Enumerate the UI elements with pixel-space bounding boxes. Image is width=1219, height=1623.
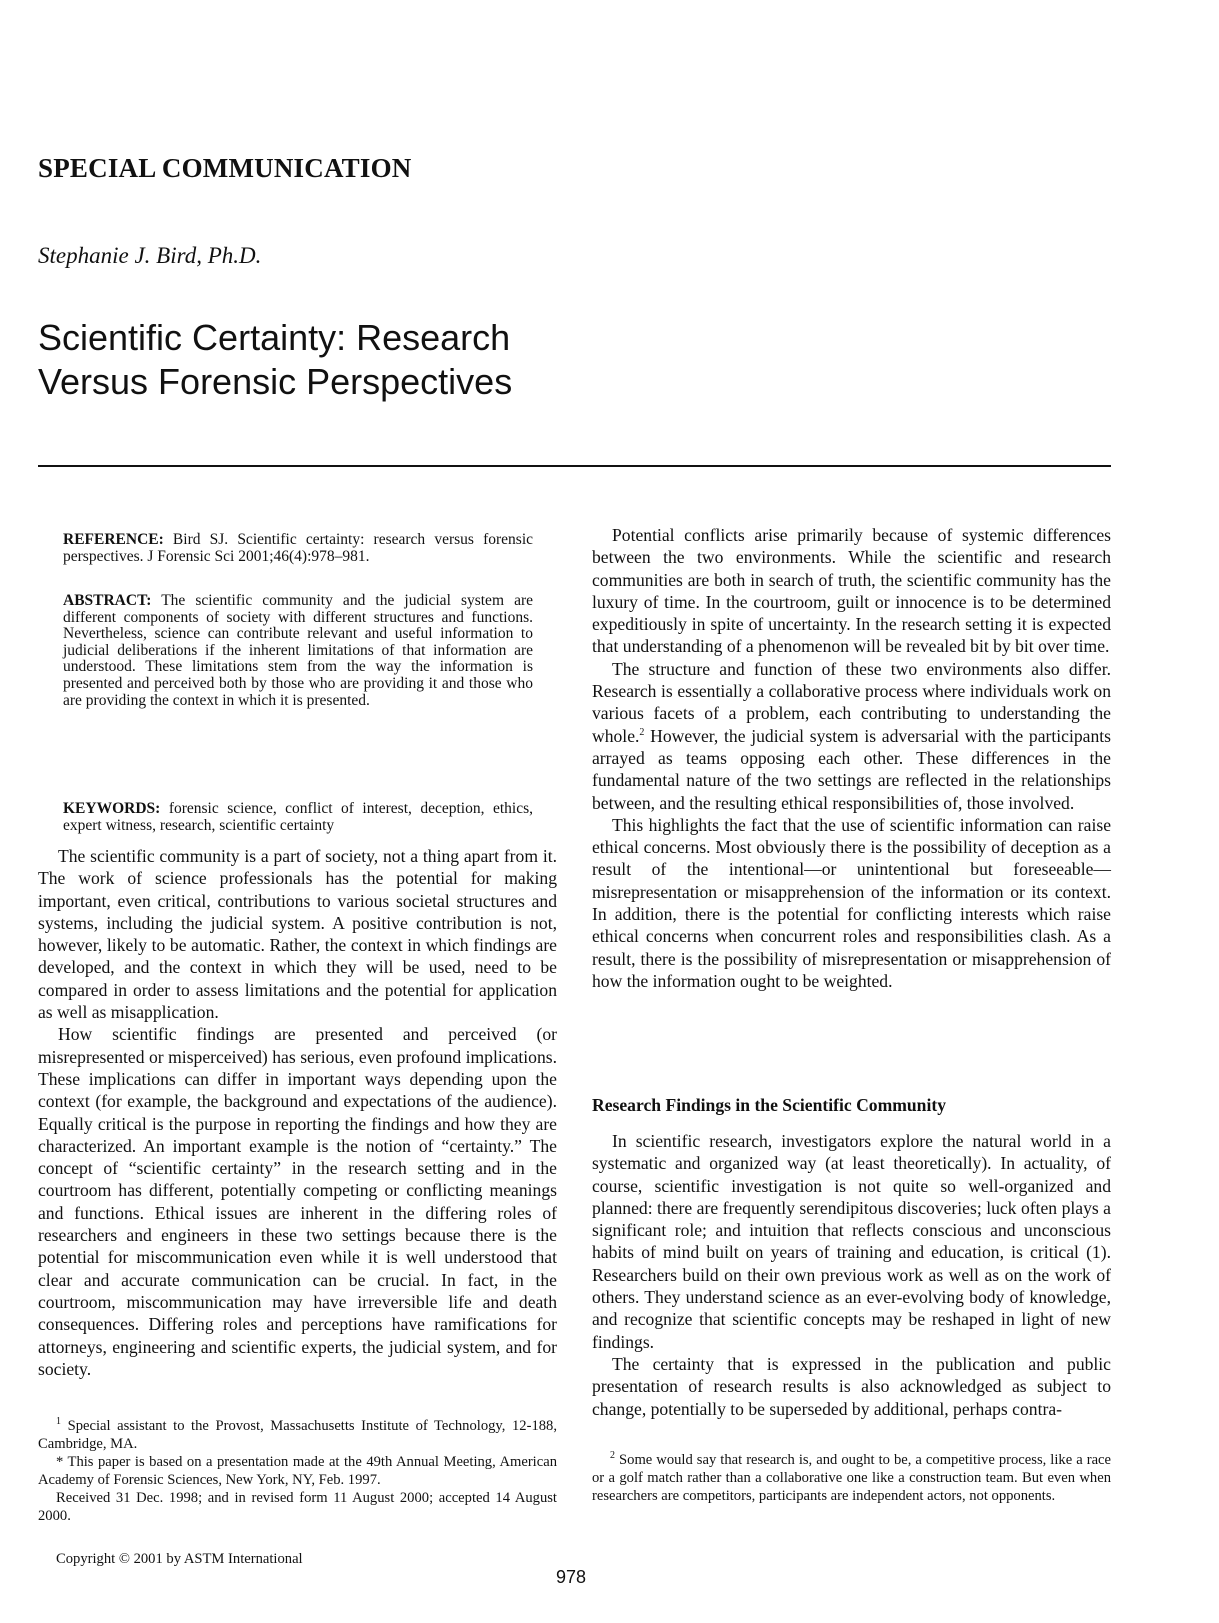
keywords-block [63, 801, 533, 834]
title-rule [38, 465, 1111, 467]
footnote-star: * This paper is based on a presentation made at the 49th Annual Meeting, American Academy of Forensic Sciences, New York, NY, Feb. 1997. [38, 1454, 557, 1488]
article-title [38, 316, 512, 404]
footnote-marker: 2 [610, 1450, 615, 1462]
reference-label: REFERENCE: [63, 531, 164, 548]
keywords-label: KEYWORDS: [63, 800, 161, 817]
page-number: 978 [556, 1567, 587, 1587]
abstract-text: The scientific community and the judicial system are different components of society with different structures and functions. Nevertheless, science can contribute relevant and useful information to judicial deliberations if the inherent limitations of that information are understood. These limitations stem from the way the information is presented and perceived both by those who are providing it and those who are providing the context in which it is presented. [63, 592, 533, 709]
footnote-text: Some would say that research is, and ought to be, a competitive process, like a race or a golf match rather than a collaborative one like a construction team. But even when researchers are competitors, participants are independent actors, not opponents. [592, 1452, 1111, 1504]
right-body-column-continued [592, 1130, 1111, 1420]
footnote-marker: 2 [639, 726, 645, 738]
body-paragraph: Potential conflicts arise primarily because of systemic differences between the two environments. While the scientific and research communities are both in search of truth, the scientific community has the luxury of time. In the courtroom, guilt or innocence is to be determined expeditiously in spite of uncertainty. In the research setting it is expected that understanding of a phenomenon will be revealed bit by bit over time. [592, 525, 1111, 657]
footnote-received: Received 31 Dec. 1998; and in revised form 11 August 2000; accepted 14 August 2000. [38, 1490, 557, 1524]
reference-block [63, 532, 533, 565]
body-paragraph: In scientific research, investigators explore the natural world in a systematic and organized way (at least theoretically). In actuality, of course, scientific investigation is not quite so well-organized and planned: there are frequently serendipitous discoveries; luck often plays a significant role; and intuition that reflects conscious and unconscious habits of mind built on years of training and education, is critical (1). Researchers build on their own previous work as well as on the work of others. They understand science as an ever-evolving body of knowledge, and recognize that scientific concepts may be reshaped in light of new findings. [592, 1131, 1111, 1352]
left-footnotes [38, 1417, 557, 1525]
body-paragraph: How scientific findings are presented and perceived (or misrepresented or misperceived) has serious, even profound implications. These implications can differ in important ways depending upon the context (for example, the background and expectations of the audience). Equally critical is the purpose in reporting the findings and how they are characterized. An important example is the notion of “certainty.” The concept of “scientific certainty” in the research setting and in the courtroom has different, potentially competing or conflicting meanings and functions. Ethical issues are inherent in the differing roles of researchers and engineers in these two settings because there is the potential for miscommunication even while it is well understood that clear and accurate communication can be crucial. In fact, in the courtroom, miscommunication may have irreversible life and death consequences. Differing roles and perceptions have ramifications for attorneys, engineering and scientific experts, the judicial system, and for society. [38, 1024, 557, 1379]
body-paragraph: This highlights the fact that the use of scientific information can raise ethical concerns. Most obviously there is the possibility of deception as a result of the intentional—or unintentional but foreseeable—misrepresentation or misapprehension of the information or its context. In addition, there is the potential for conflicting interests which raise ethical concerns when concurrent roles and responsibilities clash. As a result, there is the possibility of misrepresentation or misapprehension of how the information ought to be weighted. [592, 814, 1111, 991]
paragraph-text: However, the judicial system is adversarial with the participants arrayed as teams opposing each other. These differences in the fundamental nature of the two settings are reflected in the relationships between, and the resulting ethical responsibilities of, those involved. [592, 725, 1111, 813]
footnote-2 [592, 1451, 1111, 1505]
right-footnotes [592, 1451, 1111, 1505]
footnote-1 [38, 1417, 557, 1453]
section-heading: Research Findings in the Scientific Community [592, 1095, 946, 1115]
title-line-2: Versus Forensic Perspectives [38, 361, 513, 402]
copyright-notice: Copyright © 2001 by ASTM International [56, 1551, 303, 1567]
abstract-block [63, 593, 533, 709]
footnote-marker: 1 [56, 1416, 61, 1428]
footnote-text: Special assistant to the Provost, Massachusetts Institute of Technology, 12-188, Cambridge, MA. [38, 1418, 557, 1452]
abstract-label: ABSTRACT: [63, 592, 152, 609]
body-paragraph: The certainty that is expressed in the publication and public presentation of research results is also acknowledged as subject to change, potentially to be superseded by additional, perhaps contra- [592, 1353, 1111, 1419]
author-name: Stephanie J. Bird, Ph.D. [38, 243, 262, 268]
paragraph-text: The structure and function of these two environments also differ. Research is essentially a collaborative process where individuals work on various facets of a problem, each contributing to understanding the whole. [592, 658, 1111, 746]
right-body-column [592, 524, 1111, 992]
body-paragraph: The scientific community is a part of society, not a thing apart from it. The work of science professionals has the potential for making important, even critical, contributions to various societal structures and systems, including the judicial system. A positive contribution is not, however, likely to be automatic. Rather, the context in which findings are developed, and the context in which they will be used, need to be compared in order to assess limitations and the potential for application as well as misapplication. [38, 846, 557, 1023]
section-label: SPECIAL COMMUNICATION [38, 153, 412, 183]
title-line-1: Scientific Certainty: Research [38, 317, 511, 358]
left-body-column [38, 845, 557, 1380]
reference-text: Bird SJ. Scientific certainty: research versus forensic perspectives. J Forensic Sci 2001;46(4):978–981. [63, 531, 534, 565]
keywords-text: forensic science, conflict of interest, deception, ethics, expert witness, research, scientific certainty [63, 800, 533, 834]
body-paragraph [592, 658, 1111, 814]
